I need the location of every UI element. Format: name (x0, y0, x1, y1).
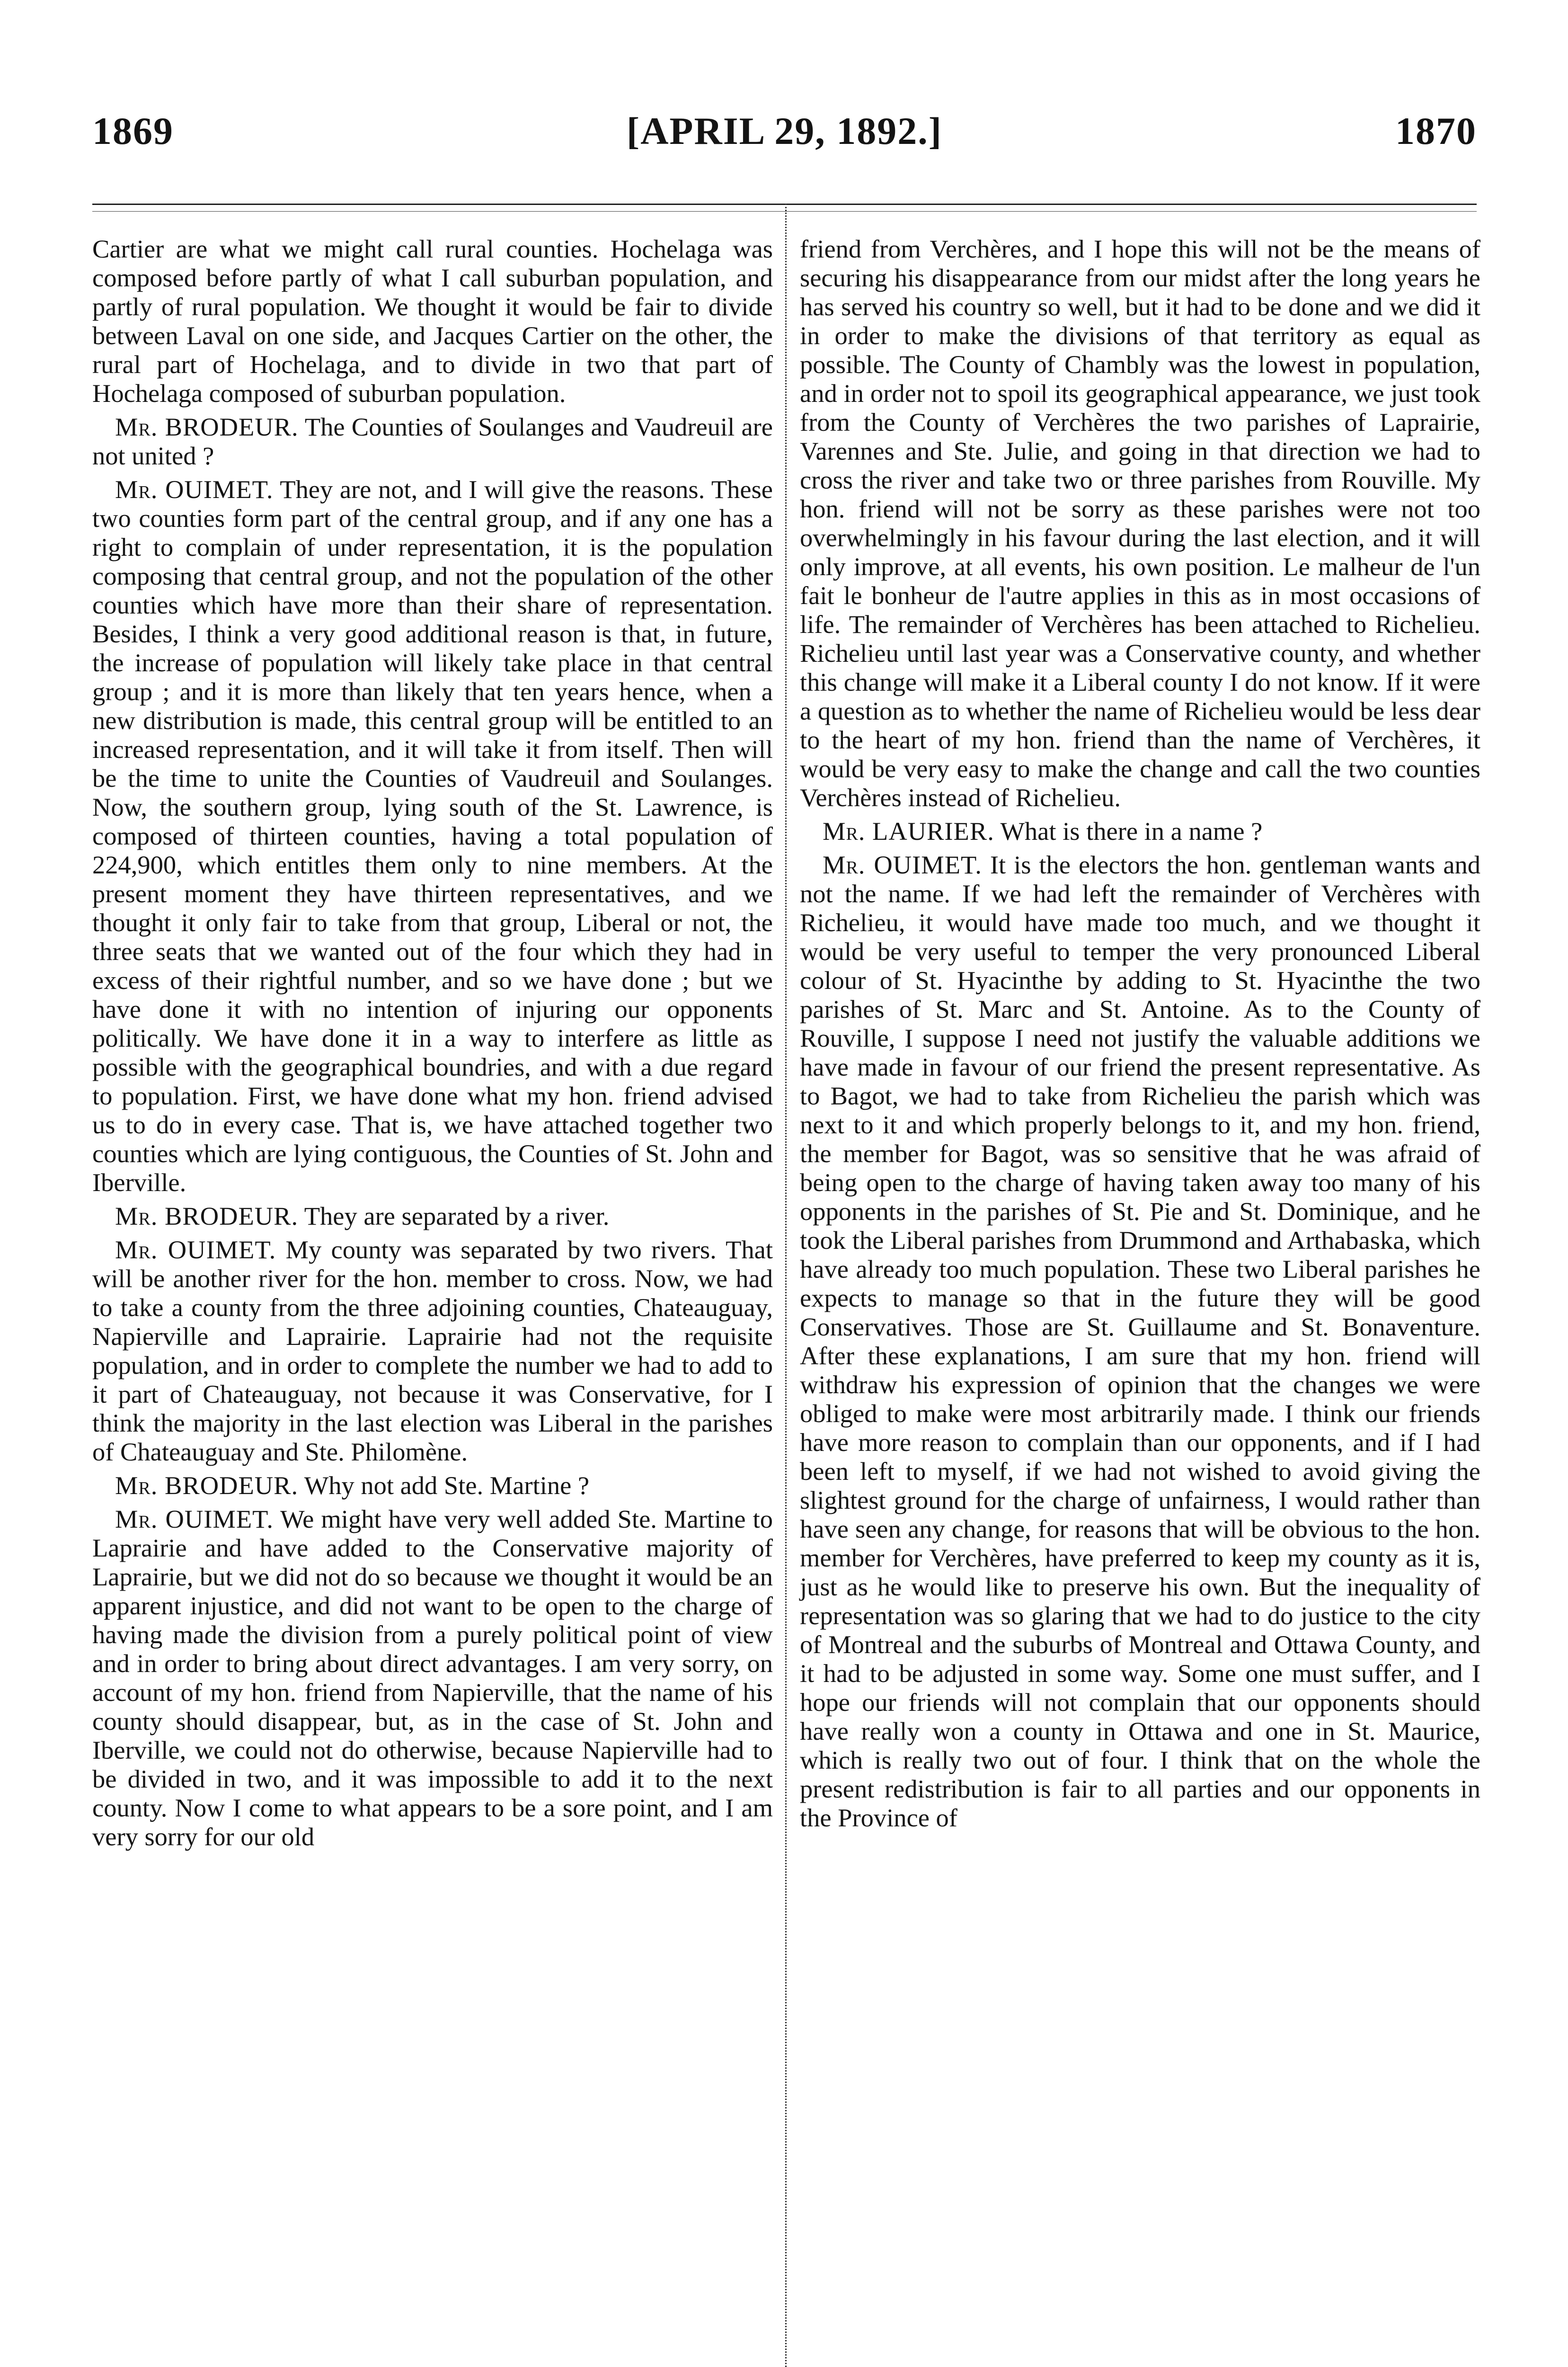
speaker: Mr. LAURIER. (823, 817, 994, 845)
header-rule-thin (92, 211, 1477, 212)
paragraph-text: It is the electors the hon. gentleman wants and not the name. If we had left the remainder of Verchères with Richelieu, it would have made too much, and we thought it would be very useful to temper the very pronounced Liberal colour of St. Hyacinthe by adding to St. Hyacinthe the two parishes of St. Marc and St. Antoine. As to the County of Rouville, I suppose I need not justify the valuable additions we have made in favour of our friend the present representative. As to Bagot, we had to take from Richelieu the parish which was next to it and which properly belongs to it, and my hon. friend, the member for Bagot, was so sensitive that he was afraid of being open to the charge of having taken away too many of his opponents in the parishes of St. Pie and St. Dominique, and he took the Liberal parishes from Drummond and Arthabaska, which have already too much population. These two Liberal parishes he expects to manage so that in the future they will be good Conservatives. Those are St. Guillaume and St. Bonaventure. After these explanations, I am sure that my hon. friend will withdraw his expression of opinion that the changes we were obliged to make were most arbitrarily made. I think our friends have more reason to complain than our opponents, and if I had been left to myself, if we had not wished to avoid giving the slightest ground for the charge of unfairness, I would rather than have seen any change, for reasons that will be obvious to the hon. member for Verchères, have preferred to keep my county as it is, just as he would like to preserve his own. But the inequality of representation was so glaring that we had to do justice to the city of Montreal and the suburbs of Montreal and Ottawa County, and it had to be adjusted in some way. Some one must suffer, and I hope our friends will not complain that our opponents should have really won a county in Ottawa and one in St. Maurice, which is really two out of four. I think that on the whole the present redistribution is fair to all parties and our opponents in the Province of (800, 850, 1481, 1832)
speaker: Mr. OUIMET. (115, 475, 274, 504)
paragraph (800, 234, 1480, 812)
paragraph-text: friend from Verchères, and I hope this will not be the means of securing his disappearance from our midst after the long years he has served his country so well, but it had to be done and we did it in order to make the divisions of that territory as equal as possible. The County of Chambly was the lowest in population, and in order not to spoil its geographical appearance, we just took from the County of Verchères the two parishes of Laprairie, Varennes and Ste. Julie, and going in that direction we had to cross the river and take two or three parishes from Rouville. My hon. friend will not be sorry as these parishes were not too overwhelmingly in his favour during the last election, and it will only improve, at all events, his own position. Le malheur de l'un fait le bonheur de l'autre applies in this as in most occasions of life. The remainder of Verchères has been attached to Richelieu. Richelieu until last year was a Conservative county, and whether this change will make it a Liberal county I do not know. If it were a question as to whether the name of Richelieu would be less dear to the heart of my hon. friend than the name of Verchères, it would be very easy to make the change and call the two counties Verchères instead of Richelieu. (800, 234, 1480, 812)
paragraph (92, 412, 773, 470)
column-divider (785, 204, 787, 2367)
page-header (92, 109, 1477, 166)
paragraph (92, 1235, 773, 1466)
paragraph (800, 817, 1480, 845)
speaker: Mr. BRODEUR. (115, 1201, 299, 1230)
right-column (800, 234, 1480, 1837)
paragraph (92, 1201, 773, 1230)
speaker: Mr. OUIMET. (823, 850, 982, 879)
speaker: Mr. OUIMET. (115, 1504, 274, 1533)
paragraph-text: What is there in a name ? (1000, 817, 1263, 845)
left-page-number: 1869 (92, 109, 174, 152)
speaker: Mr. BRODEUR. (115, 412, 299, 441)
paragraph-text: The Counties of Soulanges and Vaudreuil are not united ? (92, 412, 773, 470)
paragraph-text: They are not, and I will give the reasons. These two counties form part of the central group, and if any one has a right to complain of under representation, it is the population composing that central group, and not the population of the other counties which have more than their share of representation. Besides, I think a very good additional reason is that, in future, the increase of population will likely take place in that central group ; and it is more than likely that ten years hence, when a new distribution is made, this central group will be entitled to an increased representation, and it will take it from itself. Then will be the time to unite the Counties of Vaudreuil and Soulanges. Now, the southern group, lying south of the St. Lawrence, is composed of thirteen counties, having a total population of 224,900, which entitles them only to nine members. At the present moment they have thirteen representatives, and we thought it only fair to take from that group, Liberal or not, the three seats that we wanted out of the four which they had in excess of their rightful number, and so we have done ; but we have done it with no intention of injuring our opponents politically. We have done it in a way to interfere as little as possible with the geographical boundries, and with a due regard to population. First, we have done what my hon. friend advised us to do in every case. That is, we have attached together two counties which are lying contiguous, the Counties of St. John and Iberville. (92, 475, 773, 1197)
paragraph (800, 850, 1480, 1832)
left-column (92, 234, 773, 1856)
paragraph (92, 1504, 773, 1851)
paragraph-text: Cartier are what we might call rural counties. Hochelaga was composed before partly of what I call suburban population, and partly of rural population. We thought it would be fair to divide between Laval on one side, and Jacques Cartier on the other, the rural part of Hochelaga, and to divide in two that part of Hochelaga composed of suburban population. (92, 234, 773, 408)
page-date: [APRIL 29, 1892.] (626, 109, 943, 152)
speaker: Mr. BRODEUR. (115, 1471, 299, 1500)
paragraph-text: They are separated by a river. (304, 1201, 610, 1230)
paragraph-text: Why not add Ste. Martine ? (304, 1471, 590, 1500)
paragraph-text: We might have very well added Ste. Martine to Laprairie and have added to the Conservative majority of Laprairie, but we did not do so because we thought it would be an apparent injustice, and did not want to be open to the charge of having made the division from a purely political point of view and in order to bring about direct advantages. I am very sorry, on account of my hon. friend from Napierville, that the name of his county should disappear, but, as in the case of St. John and Iberville, we could not do otherwise, because Napierville had to be divided in two, and it was impossible to add it to the next county. Now I come to what appears to be a sore point, and I am very sorry for our old (92, 1504, 773, 1851)
paragraph (92, 1471, 773, 1500)
paragraph (92, 234, 773, 408)
header-rule (92, 204, 1477, 205)
right-page-number: 1870 (1395, 109, 1477, 152)
speaker: Mr. OUIMET. (115, 1235, 276, 1264)
paragraph (92, 475, 773, 1197)
paragraph-text: My county was separated by two rivers. That will be another river for the hon. member to cross. Now, we had to take a county from the three adjoining counties, Chateauguay, Napierville and Laprairie. Laprairie had not the requisite population, and in order to complete the number we had to add to it part of Chateauguay, not because it was Conservative, for I think the majority in the last election was Liberal in the parishes of Chateauguay and Ste. Philomène. (92, 1235, 773, 1466)
